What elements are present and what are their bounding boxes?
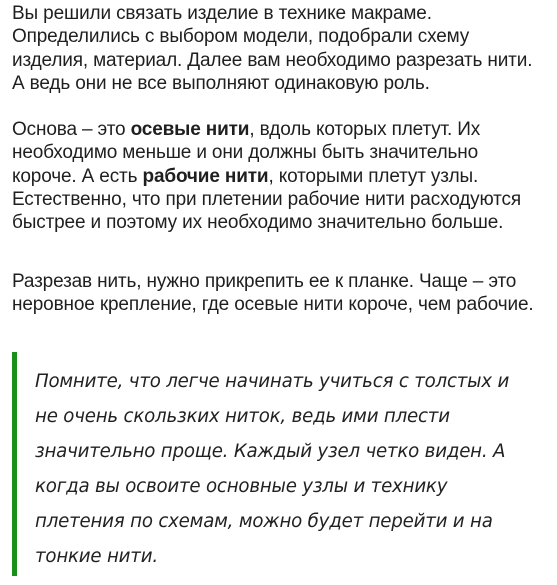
text-span: , вдоль которых плетут. Их необходимо меньше и они должны быть значительно короче. А есть [12,119,481,187]
attach-paragraph: Разрезав нить, нужно прикрепить ее к планке. Чаще – это неровное крепление, где осевые нити короче, чем рабочие. [12,271,534,316]
bold-term-axial-threads: осевые нити [130,119,250,140]
threads-paragraph [12,118,547,234]
blockquote [12,352,547,576]
blockquote-text: Помните, что легче начинать учиться с толстых и не очень скользких ниток, ведь ими плести значительно проще. Каждый узел четко виден. А когда вы освоите основные узлы и технику плетения по схемам, можно будет перейти и на тонкие нити. [35,371,510,567]
bold-term-working-threads: рабочие нити [142,165,269,187]
intro-paragraph: Вы решили связать изделие в технике макраме. Определились с выбором модели, подобрали схему изделия, материал. Далее вам необходимо разрезать нити. А ведь они не все выполняют одинаковую роль. [12,3,533,94]
text-span: , которыми плетут узлы. Естественно, что при плетении рабочие нити расходуются быстрее и поэтому их необходимо значительно больше. [12,165,522,234]
text-span: Основа – это [12,119,131,140]
